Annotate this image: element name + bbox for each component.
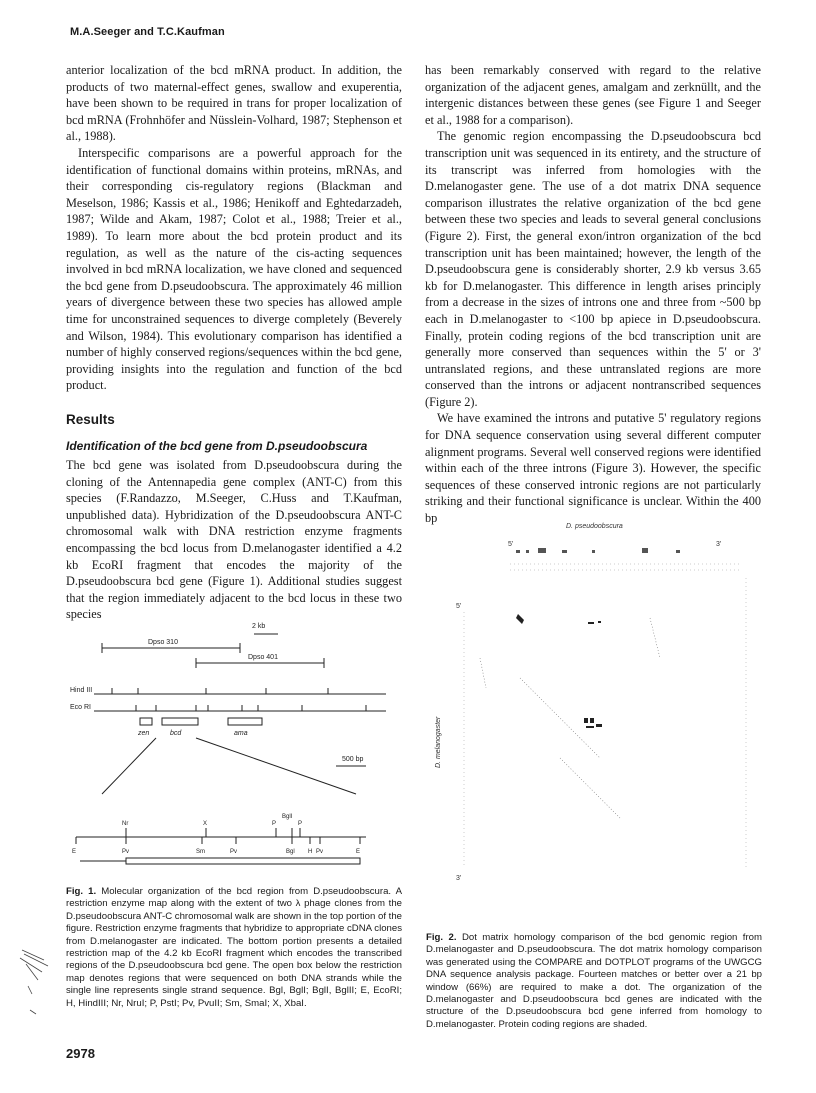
site-label-bottom: Sm (196, 849, 205, 855)
figure-2-caption (426, 932, 762, 1031)
three-prime-top: 3' (716, 541, 722, 548)
right-column (425, 62, 761, 527)
site-label-top: P (298, 821, 303, 827)
axis-label-melanogaster: D. melanogaster (435, 716, 442, 768)
running-header: M.A.Seeger and T.C.Kaufman (70, 26, 225, 38)
site-label-bottom: Pv (316, 849, 324, 855)
five-prime-left: 5' (456, 603, 462, 610)
scan-artifact-mark (18, 940, 62, 1020)
figure-2-dot-matrix (420, 518, 766, 884)
gene-box-ama (228, 718, 262, 725)
gene-label-bcd: bcd (170, 730, 182, 737)
paragraph: Interspecific comparisons are a powerful approach for the identification of functional domains within proteins, mRNAs, and their corresponding cis-regulatory regions (Blackman and Meselson, 1986; Kassis et al., 1986; Henikoff and Eghtedarzadeh, 1987; Wilde and Akam, 1987; Colot et al., 1988; Treier et al., 1989). To learn more about the bcd protein product and its regulation, as well as the nature of the cis-acting sequences involved in bcd mRNA localization, we have cloned and sequenced the bcd gene from D.pseudoobscura. The approximately 46 million years of divergence between these two species has allowed ample time for unconstrained sequences to diverge completely (Beverely and Wilson, 1984). This evolutionary comparison has identified a number of highly conserved regions/sequences within the bcd gene, providing insights into the regulation and function of the bcd product. (66, 145, 402, 393)
gene-label-ama: ama (234, 730, 248, 737)
row-label-hindiii: Hind III (70, 687, 93, 694)
row-label-ecori: Eco RI (70, 704, 92, 711)
site-label-bottom: E (72, 849, 77, 855)
caption-label: Fig. 1. (66, 886, 97, 897)
axis-label-pseudoobscura: D. pseudoobscura (566, 523, 623, 530)
paragraph: The genomic region encompassing the D.pseudoobscura bcd transcription unit was sequenced in its entirety, and the structure of its transcript was inferred from homologies with the D.melanogaster gene. The use of a dot matrix DNA sequence comparison illustrates the relative organization of the bcd gene between these two species and leads to several general conclusions (Figure 2). First, the general exon/intron organization of the bcd transcription unit has been maintained; however, the length of the D.pseudoobscura gene is considerably shorter, 2.9 kb versus 3.65 kb for D.melanogaster. This difference in length arises principly from a decrease in the sizes of introns one and three from ~500 bp each in D.melanogaster to <100 bp apiece in D.pseudoobscura. Finally, protein coding regions of the bcd transcription unit are generally more conserved than sequences within the 5' or 3' untranslated regions, and these untranslated regions are more conserved than the introns or adjacent nontranscribed sequences (Figure 2). (425, 129, 761, 409)
caption-label: Fig. 2. (426, 932, 457, 943)
five-prime-top: 5' (508, 541, 514, 548)
gene-label-zen: zen (138, 730, 150, 737)
scale-label-2kb: 2 kb (252, 623, 266, 630)
site-label-bottom: Bgl (286, 849, 295, 855)
paragraph: anterior localization of the bcd mRNA product. In addition, the products of two maternal-effect genes, swallow and exuperentia, have been shown to be required in trans for proper localization of bcd mRNA (Frohnhöfer and Nüsslein-Volhard, 1987; Stephenson et al., 1988). (66, 63, 402, 144)
paragraph: has been remarkably conserved with regard to the relative organization of the adjacent genes, amalgam and zerknüllt, and the intergenic distances between these genes (see Figure 1 and Seeger et al., 1988 for a comparison). (425, 63, 761, 127)
gene-box-bcd (162, 718, 198, 725)
section-title-results: Results (66, 411, 115, 427)
site-label-bottom: H (308, 849, 313, 855)
left-column (66, 62, 402, 623)
page-number: 2978 (66, 1046, 95, 1061)
gene-box-zen (140, 718, 152, 725)
caption-text: Molecular organization of the bcd region from D.pseudoobscura. A restriction enzyme map along with the extent of two λ phage clones from the D.pseudoobscura ANT-C chromosomal walk are shown in the top portion of the figure. Restriction enzyme fragments that hybridize to appropriate cDNA clones from D.melanogaster are indicated. The bottom portion presents a detailed restriction map of the 4.2 kb EcoRI fragment which encodes the transcribed regions of the D.pseudoobscura bcd gene. The open box below the restriction map denotes regions that were sequenced on both DNA strands while the single line represents single strand sequence. Bgl, BglI; BglI, BglII; E, EcoRI; H, HindIII; Nr, NruI; P, PstI; Pv, PvuII; Sm, SmaI; X, XbaI. (66, 886, 403, 1009)
clone-label-dpso310: Dpso 310 (148, 639, 178, 646)
clone-label-dpso401: Dpso 401 (248, 654, 278, 661)
figure-1-restriction-map (66, 612, 406, 882)
three-prime-left: 3' (456, 875, 462, 882)
figure-1-caption (66, 886, 402, 1010)
paragraph: The bcd gene was isolated from D.pseudoobscura during the cloning of the Antennapedia gene complex (ANT-C) from this species (F.Randazzo, M.Seeger, C.Huss and T.Kaufman, unpublished data). Hybridization of the D.pseudoobscura ANT-C chromosomal walk with DNA restriction enzyme fragments encompassing the bcd locus from D.melanogaster identified a 4.2 kb EcoRI fragment that encodes the majority of the D.pseudoobscura bcd gene (Figure 1). Additional studies suggest that the region immediately adjacent to the bcd locus in these two species (66, 458, 402, 622)
sequenced-region-box (126, 858, 360, 864)
site-label-bottom: E (356, 849, 361, 855)
site-label-top: X (203, 821, 208, 827)
site-label-top: P (272, 821, 277, 827)
site-label-bottom: Pv (230, 849, 238, 855)
site-label-top: BglI (282, 814, 293, 820)
scale-label-500bp: 500 bp (342, 756, 364, 763)
caption-text: Dot matrix homology comparison of the bcd genomic region from D.melanogaster and D.pseudoobscura. The dot matrix homology comparison was generated using the COMPARE and DOTPLOT programs of the UWGCG DNA sequence analysis package. Fourteen matches or better over a 21 bp window (66%) are required to make a dot. The organization of the D.melanogaster and D.pseudoobscura bcd genes are indicated with the structure of the D.pseudoobscura bcd gene inferred from homology to D.melanogaster. Protein coding regions are shaded. (426, 932, 762, 1030)
site-label-bottom: Pv (122, 849, 130, 855)
paragraph: We have examined the introns and putative 5' regulatory regions for DNA sequence conservation using several different computer alignment programs. Several well conserved regions were identified within each of the three introns (Figure 3). However, the specific sequences of these conserved intronic regions are not particularly striking and their functional significance is unclear. Within the 400 bp (425, 411, 761, 526)
subsection-title: Identification of the bcd gene from D.pseudoobscura (66, 439, 368, 454)
site-label-top: Nr (122, 821, 129, 827)
